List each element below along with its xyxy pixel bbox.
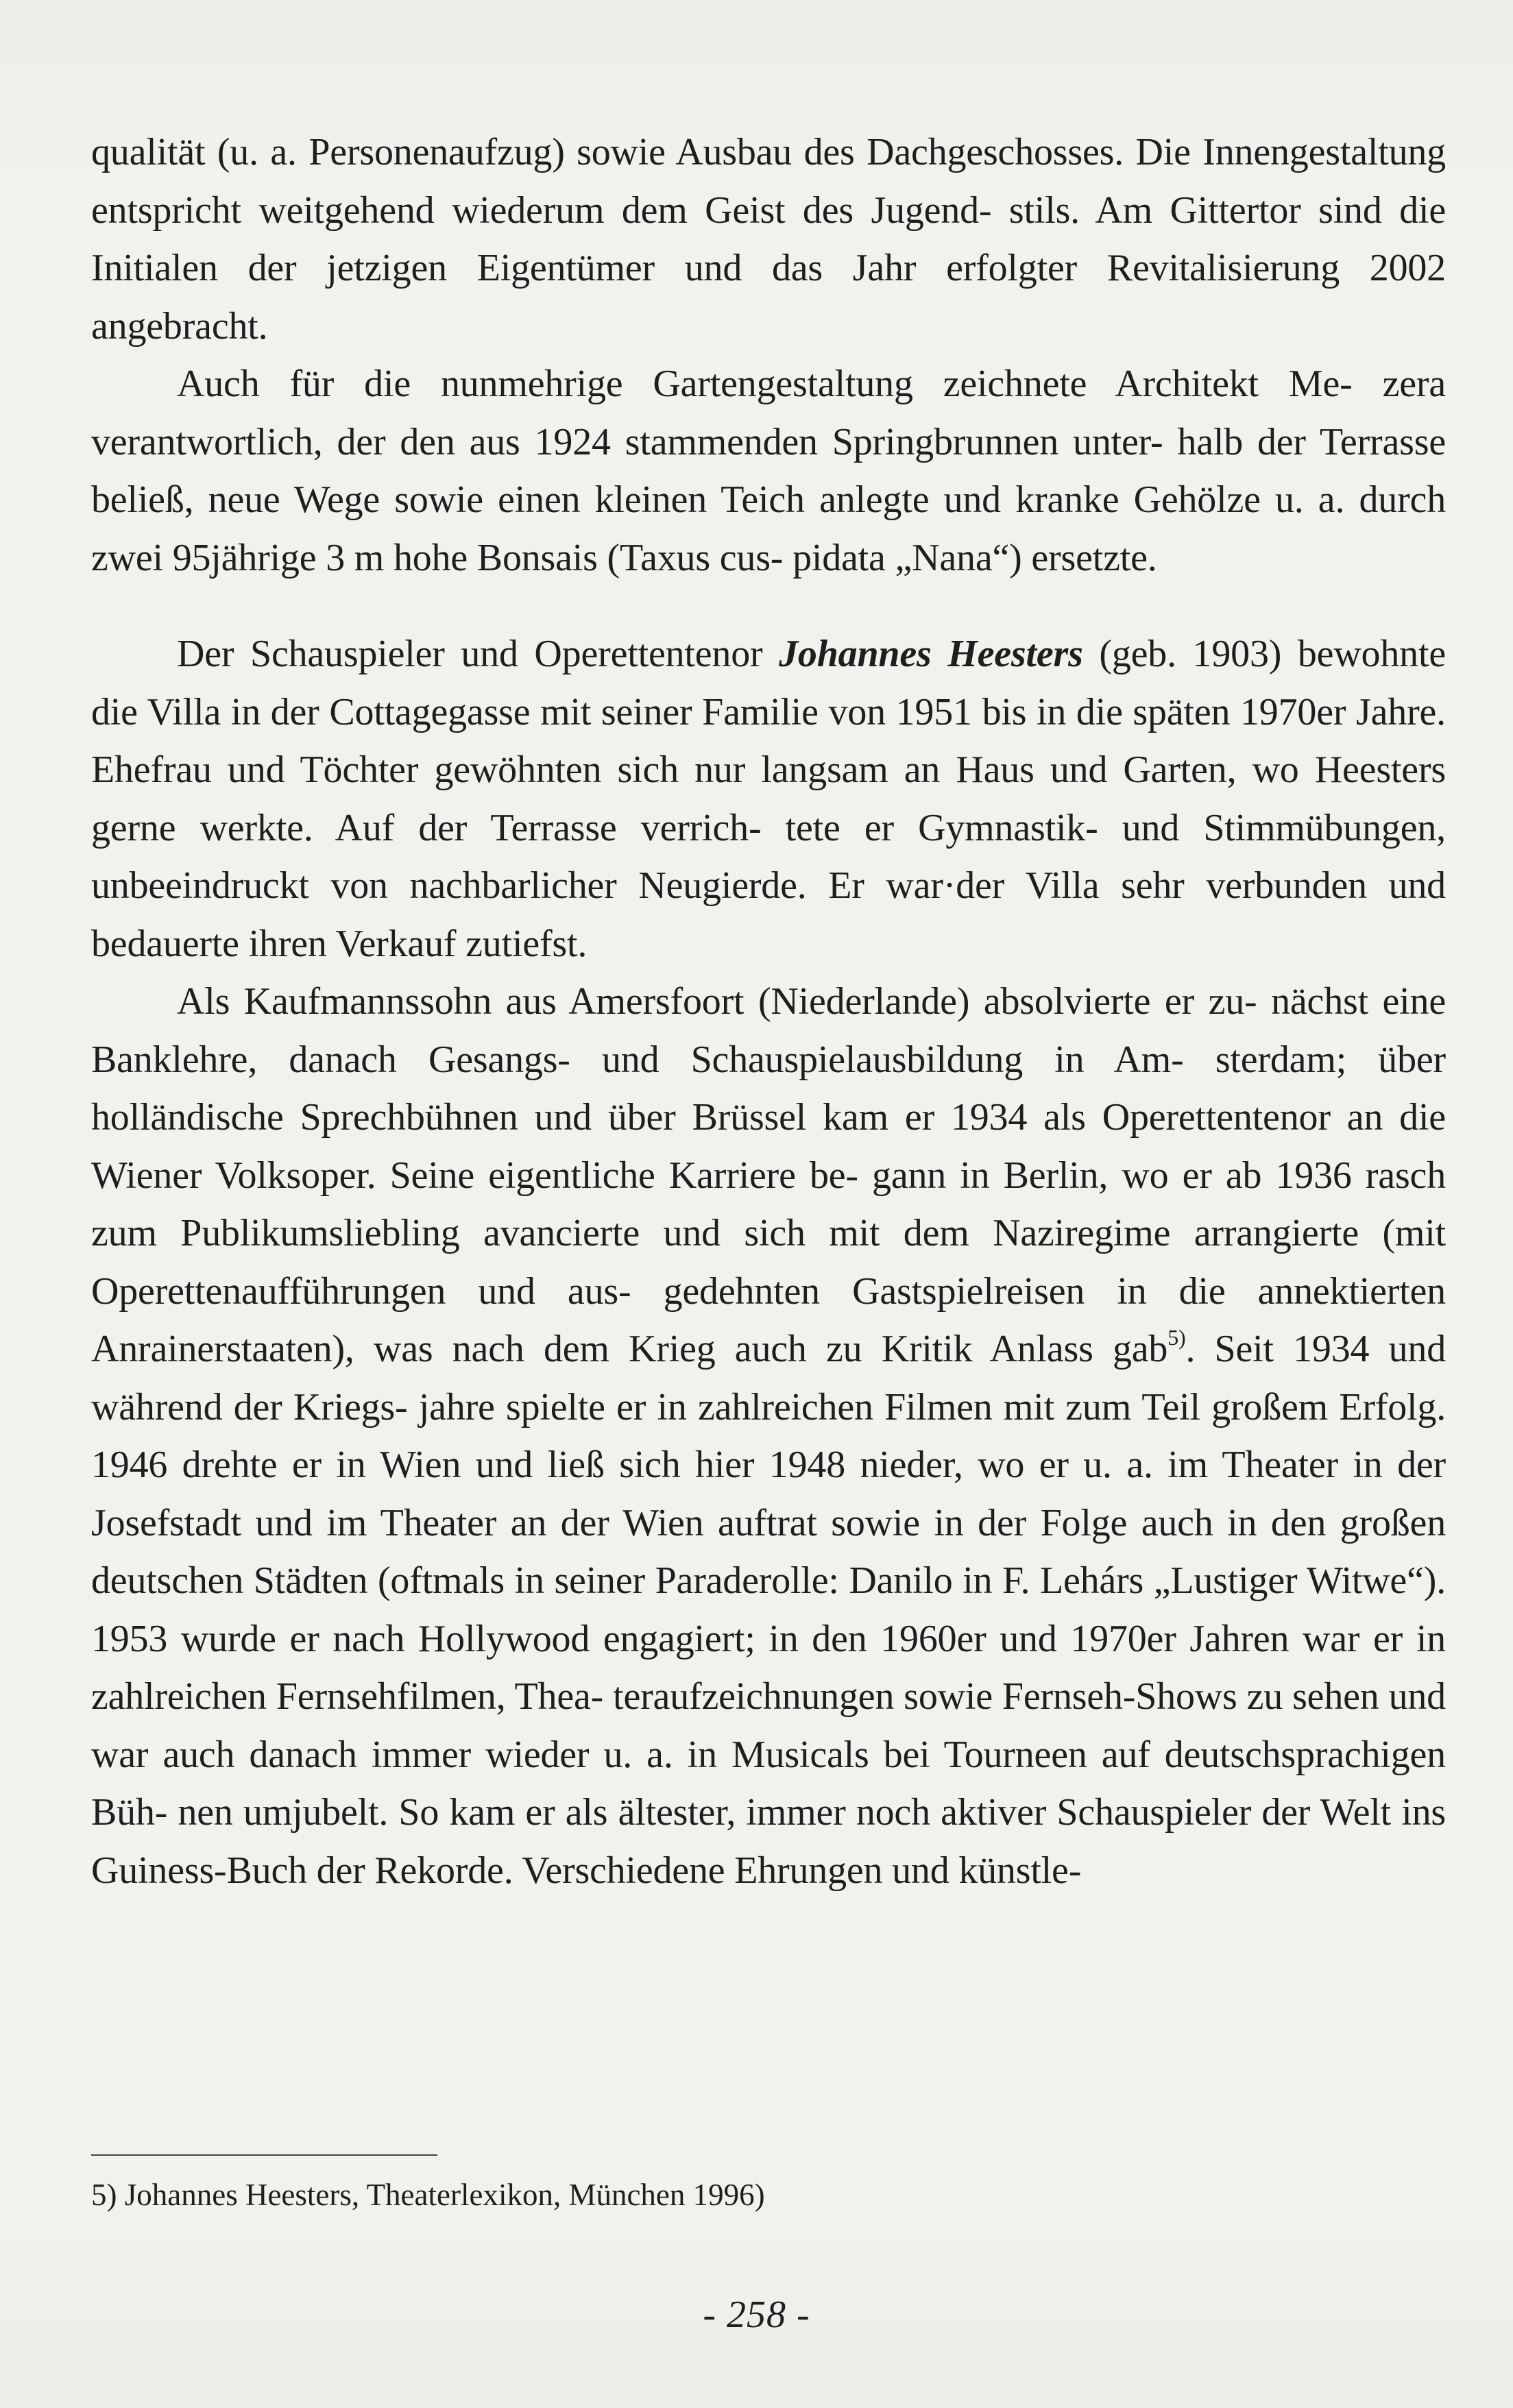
text-line: Neugierde. Er war·der Villa sehr verbunden und bedauerte ihren Verkauf <box>91 864 1446 965</box>
text-line: zera verantwortlich, der den aus 1924 stammenden Springbrunnen unter- <box>91 363 1446 463</box>
text-line: bewohnte die Villa in der Cottagegasse mit seiner Familie von 1951 bis in <box>91 633 1446 733</box>
text-line: drehte er in Wien und ließ sich hier 1948 nieder, wo er u. a. im Theater in <box>182 1444 1383 1486</box>
section-gap <box>91 587 1446 625</box>
text-line: zutiefst. <box>465 922 588 965</box>
text-line: F. Lehárs „Lustiger Witwe“). 1953 wurde er nach Hollywood engagiert; in <box>91 1559 1446 1660</box>
text-line: als Operettentenor an die Wiener Volksoper. Seine eigentliche Karriere be- <box>91 1096 1446 1197</box>
text-line: kranke Gehölze u. a. durch zwei 95jährige 3 m hohe Bonsais (Taxus cus- <box>91 478 1446 579</box>
text-line: Welt ins Guiness-Buch der Rekorde. Verschiedene Ehrungen und künstle- <box>91 1791 1446 1892</box>
text-fragment: Der Schauspieler und Operettentenor <box>177 633 779 675</box>
text-fragment: (geb. 1903) <box>1082 633 1282 675</box>
text-line: teraufzeichnungen sowie Fernseh-Shows zu sehen und war auch danach <box>91 1675 1446 1776</box>
person-name: Johannes Heesters <box>779 633 1083 675</box>
text-line: den 1960er und 1970er Jahren war er in zahlreichen Fernsehfilmen, Thea- <box>91 1617 1446 1718</box>
text-line: nen umjubelt. So kam er als ältester, immer noch aktiver Schauspieler der <box>178 1791 1311 1834</box>
footnote-divider <box>91 2154 437 2156</box>
text-line: der Josefstadt und im Theater an der Wien auftrat sowie in der Folge auch <box>91 1444 1446 1544</box>
text-line: immer wieder u. a. in Musicals bei Tourneen auf deutschsprachigen Büh- <box>91 1733 1446 1834</box>
text-line: an Haus und Garten, wo Heesters gerne werkte. Auf der Terrasse verrich- <box>91 749 1446 849</box>
paragraph-heesters-residence <box>91 625 1446 973</box>
text-line: Auch für die nunmehrige Gartengestaltung zeichnete Architekt Me- <box>177 363 1353 405</box>
text-line: Innengestaltung entspricht weitgehend wiederum dem Geist des Jugend- <box>91 131 1446 232</box>
text-line: Als Kaufmannssohn aus Amersfoort (Niederlande) absolvierte er zu- <box>177 980 1257 1023</box>
text-line: qualität (u. a. Personenaufzug) sowie Ausbau des Dachgeschosses. Die <box>91 131 1191 173</box>
footnote-reference: 5) <box>1167 1325 1186 1350</box>
text-line: stils. Am Gittertor sind die Initialen der jetzigen Eigentümer und das Jahr <box>91 188 1446 289</box>
footnote: 5) Johannes Heesters, Theaterlexikon, München 1996) <box>91 2178 765 2212</box>
text-column <box>91 123 1446 1899</box>
text-line: nächst eine Banklehre, danach Gesangs- und Schauspielausbildung in Am- <box>91 980 1446 1081</box>
text-line: jahre spielte er in zahlreichen Filmen mit zum Teil großem Erfolg. 1946 <box>91 1385 1446 1486</box>
text-line: erfolgter Revitalisierung 2002 angebracht. <box>91 247 1446 348</box>
paragraph-garden <box>91 355 1446 587</box>
text-line: halb der Terrasse beließ, neue Wege sowie einen kleinen Teich anlegte und <box>91 420 1446 521</box>
paragraph-revitalisation <box>91 123 1446 355</box>
paragraph-heesters-career <box>91 973 1446 1899</box>
text-line: gedehnten Gastspielreisen in die annektierten Anrainerstaaten), was nach <box>91 1269 1446 1370</box>
text-line: pidata „Nana“) ersetzte. <box>792 536 1157 579</box>
text-fragment: . Seit 1934 und während der Kriegs- <box>91 1328 1447 1428</box>
text-line: tete er Gymnastik- und Stimmübungen, unbeeindruckt von nachbarlicher <box>91 806 1446 907</box>
text-line: sich mit dem Naziregime arrangierte (mit Operettenaufführungen und aus- <box>91 1212 1446 1313</box>
page-number: - 258 - <box>703 2294 810 2336</box>
text-fragment: dem Krieg auch zu Kritik Anlass gab <box>543 1328 1168 1370</box>
text-line: sterdam; über holländische Sprechbühnen und über Brüssel kam er 1934 <box>91 1038 1446 1139</box>
text-line: die späten 1970er Jahre. Ehefrau und Töchter gewöhnten sich nur langsam <box>91 690 1446 791</box>
text-line: in den großen deutschen Städten (oftmals in seiner Paraderolle: Danilo in <box>91 1501 1447 1602</box>
text-line: gann in Berlin, wo er ab 1936 rasch zum Publikumsliebling avancierte und <box>91 1154 1446 1254</box>
